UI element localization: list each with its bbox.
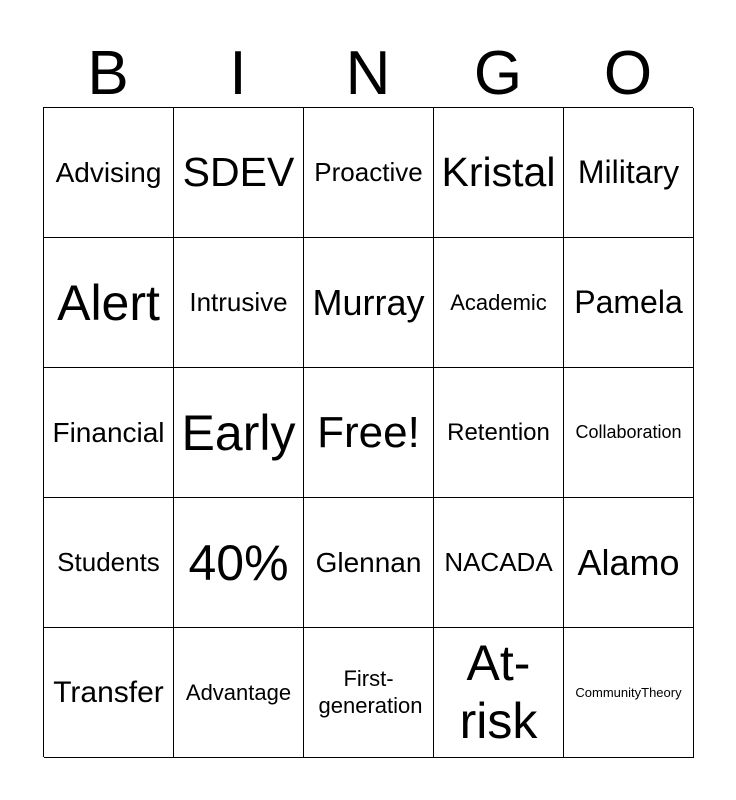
cell-text: At-risk — [459, 635, 538, 749]
header-letter-o: O — [603, 39, 653, 108]
bingo-cell[interactable] — [304, 238, 434, 368]
bingo-cell[interactable] — [44, 628, 174, 758]
bingo-cell[interactable] — [174, 628, 304, 758]
cell-text: CommunityTheory — [575, 685, 682, 700]
bingo-cell[interactable] — [434, 108, 564, 238]
bingo-cell[interactable] — [564, 368, 694, 498]
bingo-header — [43, 40, 693, 108]
cell-text: Financial — [52, 416, 165, 448]
cell-text: Transfer — [53, 675, 164, 709]
cell-text: Proactive — [314, 157, 423, 187]
bingo-cell[interactable] — [564, 238, 694, 368]
bingo-cell[interactable] — [44, 498, 174, 628]
bingo-cell[interactable] — [44, 108, 174, 238]
bingo-cell[interactable] — [174, 108, 304, 238]
cell-text: Early — [181, 404, 296, 461]
cell-text: Murray — [312, 281, 425, 323]
bingo-cell[interactable] — [44, 238, 174, 368]
cell-text: Pamela — [574, 284, 683, 320]
bingo-cell[interactable] — [564, 498, 694, 628]
bingo-cell[interactable] — [174, 238, 304, 368]
cell-text: Academic — [450, 289, 547, 315]
cell-text: Students — [57, 547, 160, 577]
cell-text: Alamo — [577, 541, 680, 583]
cell-text: First-generation — [318, 666, 423, 718]
bingo-cell[interactable] — [304, 108, 434, 238]
free-space-cell[interactable] — [304, 368, 434, 498]
cell-text: SDEV — [182, 149, 295, 195]
cell-text: NACADA — [444, 547, 553, 577]
bingo-cell[interactable] — [434, 368, 564, 498]
cell-text: Intrusive — [189, 287, 288, 317]
cell-text: Retention — [447, 418, 550, 446]
cell-text: Advising — [55, 156, 162, 188]
cell-text: Kristal — [441, 149, 556, 195]
cell-text: Collaboration — [575, 422, 682, 442]
cell-text: Military — [577, 154, 680, 190]
bingo-cell[interactable] — [434, 628, 564, 758]
header-letter-g: G — [473, 39, 523, 108]
cell-text: Advantage — [185, 679, 292, 705]
header-letter-i: I — [229, 39, 247, 108]
bingo-cell[interactable] — [434, 238, 564, 368]
header-letter-b: B — [87, 39, 129, 108]
bingo-cell[interactable] — [564, 108, 694, 238]
cell-text: 40% — [188, 534, 289, 591]
bingo-cell[interactable] — [174, 498, 304, 628]
bingo-cell[interactable] — [44, 368, 174, 498]
bingo-cell[interactable] — [174, 368, 304, 498]
cell-text: Alert — [57, 274, 160, 331]
bingo-board — [43, 107, 693, 757]
bingo-cell[interactable] — [304, 628, 434, 758]
cell-text: Free! — [317, 407, 420, 457]
bingo-cell[interactable] — [304, 498, 434, 628]
bingo-cell[interactable] — [434, 498, 564, 628]
header-letter-n: N — [345, 39, 391, 108]
cell-text: Glennan — [315, 546, 422, 578]
bingo-cell[interactable] — [564, 628, 694, 758]
